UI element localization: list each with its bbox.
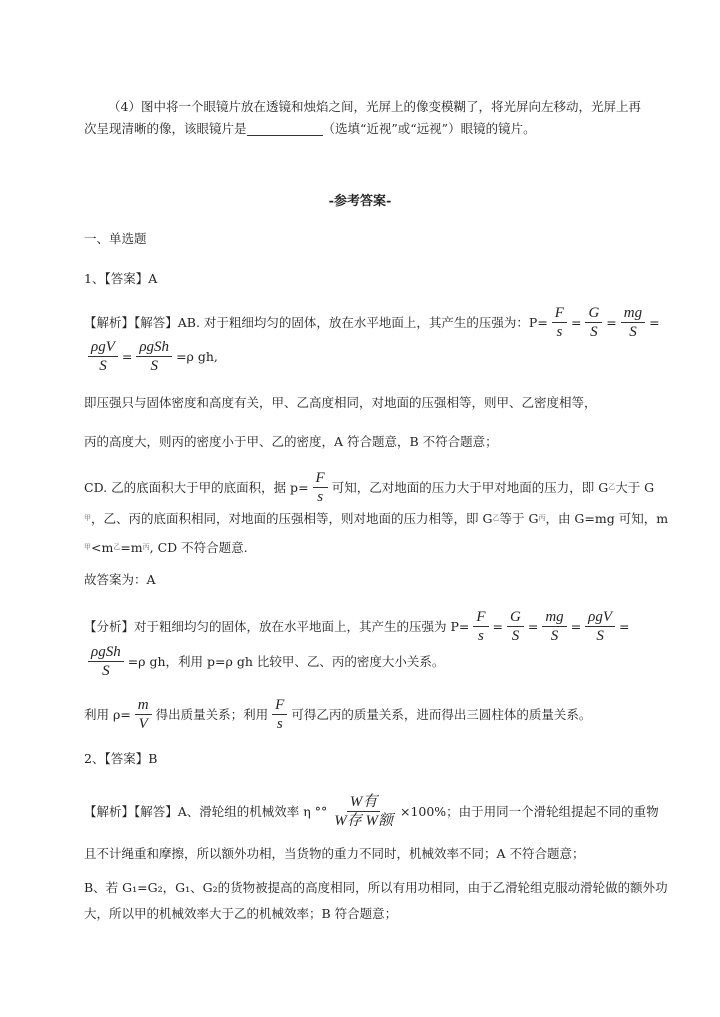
text-segment: = <box>121 348 133 364</box>
text-line <box>84 268 157 288</box>
denominator: S <box>596 627 604 644</box>
text-line <box>84 431 498 451</box>
fraction <box>272 696 287 733</box>
text-line <box>84 569 156 589</box>
text-segment: = <box>570 618 582 634</box>
text-segment: <m <box>91 539 114 555</box>
numerator: ρgV <box>585 608 615 627</box>
fraction <box>621 304 645 341</box>
text-segment: 【分析】对于粗细均匀的固体，放在水平地面上，其产生的压强为 P= <box>84 619 470 634</box>
text-segment: = <box>606 314 617 330</box>
fraction <box>507 608 524 645</box>
denominator: s <box>317 488 324 505</box>
fraction <box>331 793 396 830</box>
text-segment: ，由 G=mg 可知，m <box>545 511 669 526</box>
text-segment: = <box>570 314 582 330</box>
text-line <box>84 118 536 138</box>
fraction <box>473 608 488 645</box>
text-segment: =m <box>120 539 143 555</box>
answer-section-title: -参考答案- <box>328 194 392 209</box>
text-segment: 【解析】【解答】AB. 对于粗细均匀的固体，放在水平地面上，其产生的压强为：P= <box>84 315 548 330</box>
text-segment: 2、【答案】B <box>84 751 158 766</box>
denominator: S <box>150 357 158 374</box>
text-segment: 【解析】【解答】A、滑轮组的机械效率 η °° <box>84 804 328 819</box>
numerator: mg <box>542 608 566 627</box>
fraction <box>552 304 567 341</box>
text-segment: =ρ gh, <box>176 348 218 364</box>
denominator: s <box>556 323 563 340</box>
fraction <box>88 338 118 375</box>
subscript: 乙 <box>608 483 616 491</box>
text-segment: = <box>619 618 630 634</box>
denominator: V <box>138 715 148 732</box>
text-segment: = <box>649 314 660 330</box>
fraction <box>136 338 172 375</box>
text-segment: = <box>492 618 504 634</box>
subscript: 乙 <box>113 543 121 551</box>
text-line <box>108 96 641 116</box>
text-segment: =ρ gh，利用 p=ρ gh 比较甲、乙、丙的密度大小关系。 <box>127 654 445 669</box>
numerator: F <box>552 304 567 323</box>
text-segment: ，乙、丙的底面积相同，对地面的压强相等，则对地面的压力相等，即 G <box>91 511 493 526</box>
text-segment: 1、【答案】A <box>84 271 158 286</box>
text-line <box>84 748 157 768</box>
fraction <box>313 469 328 506</box>
text-segment: = <box>527 618 539 634</box>
denominator: S <box>629 323 637 340</box>
text-line <box>84 696 592 732</box>
subscript: 丙 <box>142 543 150 551</box>
text-segment: 利用 ρ= <box>84 707 131 722</box>
numerator: G <box>507 608 524 627</box>
denominator: s <box>478 627 484 644</box>
text-segment: 一、单选题 <box>84 231 147 246</box>
denominator: S <box>102 662 110 679</box>
numerator: F <box>313 469 328 488</box>
text-segment: ×100%；由于用同一个滑轮组提起不同的重物 <box>399 804 659 819</box>
subscript: 丙 <box>538 514 546 522</box>
text-segment: 大于 G <box>615 480 655 495</box>
denominator: S <box>511 627 520 644</box>
text-segment: , CD 不符合题意. <box>149 540 248 555</box>
text-line <box>84 877 668 897</box>
denominator: S <box>550 627 559 644</box>
numerator: mg <box>621 304 645 323</box>
text-segment: 可知，乙对地面的压力大于甲对地面的压力，即 G <box>331 480 609 495</box>
denominator: S <box>99 357 107 374</box>
numerator: G <box>585 304 602 323</box>
subscript: 乙 <box>492 514 500 522</box>
numerator: W有 <box>347 793 381 812</box>
text-segment: （选填“近视”或“远视”）眼镜的镜片。 <box>322 121 536 136</box>
numerator: ρgSh <box>136 338 172 357</box>
text-line <box>84 793 659 829</box>
text-line <box>84 392 597 412</box>
text-line <box>84 304 660 340</box>
text-line <box>84 643 445 679</box>
text-segment: 次呈现清晰的像，该眼镜片是 <box>84 121 247 136</box>
text-line <box>84 608 630 644</box>
text-segment: 且不计绳重和摩擦，所以额外功相，当货物的重力不同时，机械效率不同；A 不符合题意； <box>84 846 585 861</box>
numerator: m <box>135 696 152 715</box>
fraction <box>585 608 615 645</box>
text-segment: 大，所以甲的机械效率大于乙的机械效率；B 符合题意； <box>84 906 398 921</box>
text-segment: （4）图中将一个眼镜片放在透镜和烛焰之间，光屏上的像变模糊了，将光屏向左移动，光屏上再 <box>108 99 641 114</box>
text-segment: 故答案为：A <box>84 572 156 587</box>
fraction <box>135 696 152 733</box>
text-line <box>84 903 397 923</box>
text-line <box>84 469 655 505</box>
text-segment: B、若 G₁=G₂，G₁、G₂的货物被提高的高度相同，所以有用功相同，由于乙滑轮组克服动滑轮做的额外功 <box>84 880 668 895</box>
text-segment: 等于 G <box>499 511 539 526</box>
fraction <box>585 304 602 341</box>
text-segment: 可得乙丙的质量关系，进而得出三圆柱体的质量关系。 <box>291 707 592 722</box>
subscript: 甲 <box>84 514 91 522</box>
denominator: S <box>590 323 598 340</box>
text-segment: CD. 乙的底面积大于甲的底面积，据 p= <box>84 480 309 495</box>
text-line <box>84 508 668 528</box>
numerator: F <box>272 696 287 715</box>
fraction <box>88 643 124 680</box>
denominator: W存 W额 <box>334 812 393 829</box>
text-line <box>84 537 248 557</box>
text-line <box>84 228 147 248</box>
text-segment: 得出质量关系；利用 <box>155 707 269 722</box>
denominator: s <box>276 715 283 732</box>
numerator: ρgSh <box>88 643 124 662</box>
numerator: F <box>473 608 488 627</box>
text-segment: 即压强只与固体密度和高度有关，甲、乙高度相同，对地面的压强相等，则甲、乙密度相等， <box>84 395 597 410</box>
text-segment: 丙的高度大，则丙的密度小于甲、乙的密度，A 符合题意，B 不符合题意； <box>84 434 498 449</box>
subscript: 甲 <box>84 543 91 551</box>
numerator: ρgV <box>88 338 118 357</box>
answer-blank <box>247 121 323 136</box>
text-line <box>84 338 218 374</box>
fraction <box>542 608 566 645</box>
text-line <box>84 843 585 863</box>
